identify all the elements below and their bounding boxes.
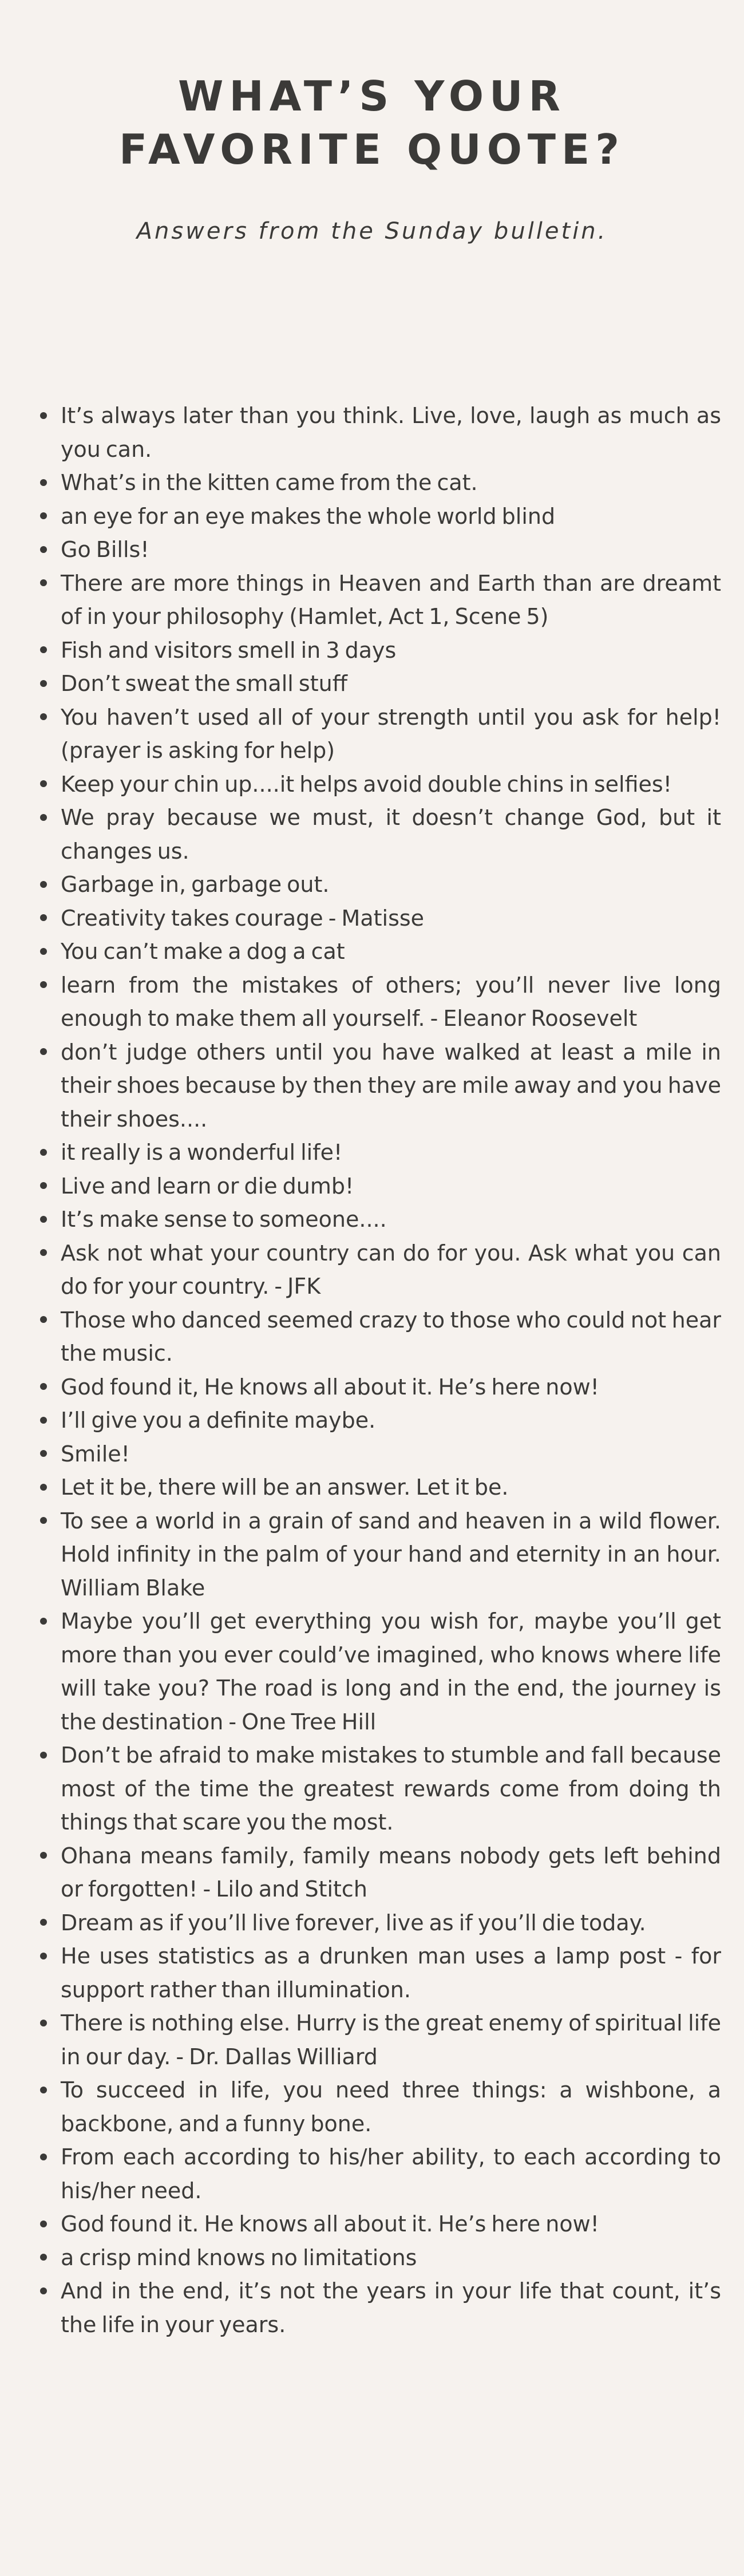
quote-list-item <box>61 1504 721 1605</box>
quote-text: It’s make sense to someone.... <box>61 1207 387 1232</box>
bullet-icon <box>39 2073 48 2107</box>
quote-list-item <box>61 2006 721 2073</box>
quote-list-item <box>61 1203 721 1236</box>
bullet-icon <box>39 969 48 1002</box>
quote-list-item <box>61 2274 721 2341</box>
quote-text: To see a world in a grain of sand and heaven in a wild flower. Hold infinity in the palm of your hand and eternity in an hour. William Blake <box>61 1508 721 1601</box>
quote-text: It’s always later than you think. Live, love, laugh as much as you can. <box>61 403 721 462</box>
quote-text: To succeed in life, you need three things: a wishbone, a backbone, and a funny bone. <box>61 2077 721 2136</box>
quote-text: an eye for an eye makes the whole world blind <box>61 503 556 529</box>
quote-text: He uses statistics as a drunken man uses a lamp post - for support rather than illumination. <box>61 1943 721 2002</box>
quote-list-item <box>61 1136 721 1170</box>
quote-text: Garbage in, garbage out. <box>61 872 330 897</box>
bullet-icon <box>39 1504 48 1538</box>
quote-text: don’t judge others until you have walked at least a mile in their shoes because by then they are mile away and you have their shoes.... <box>61 1039 721 1132</box>
quote-list-item <box>61 1906 721 1940</box>
quote-text: it really is a wonderful life! <box>61 1140 343 1165</box>
bullet-icon <box>39 500 48 534</box>
bullet-icon <box>39 1303 48 1337</box>
bullet-icon <box>39 1404 48 1437</box>
bullet-icon <box>39 1236 48 1270</box>
bullet-icon <box>39 634 48 667</box>
bullet-icon <box>39 1839 48 1873</box>
bullet-icon <box>39 1036 48 1069</box>
quote-list-item <box>61 801 721 868</box>
bullet-icon <box>39 2207 48 2241</box>
bullet-icon <box>39 1136 48 1170</box>
page-title-line-2: FAVORITE QUOTE? <box>119 125 625 173</box>
bullet-icon <box>39 667 48 701</box>
quote-list-item <box>61 399 721 466</box>
bullet-icon <box>39 1471 48 1504</box>
bullet-icon <box>39 1939 48 1973</box>
quote-list-item <box>61 935 721 969</box>
quote-list <box>61 399 721 2341</box>
quote-text: Dream as if you’ll live forever, live as if you’ll die today. <box>61 1910 646 1935</box>
quote-list-item <box>61 1471 721 1504</box>
bullet-icon <box>39 1437 48 1471</box>
quote-list-item <box>61 533 721 567</box>
page-title-line-1: WHAT’S YOUR <box>178 72 566 120</box>
quote-text: learn from the mistakes of others; you’ll never live long enough to make them all yourself. - Eleanor Roosevelt <box>61 972 721 1031</box>
quote-text: Live and learn or die dumb! <box>61 1173 354 1199</box>
quote-list-item <box>61 1437 721 1471</box>
bullet-icon <box>39 1739 48 1772</box>
quote-list-item <box>61 768 721 801</box>
quote-text: Keep your chin up....it helps avoid double chins in selfies! <box>61 771 672 797</box>
bullet-icon <box>39 1906 48 1940</box>
bullet-icon <box>39 768 48 801</box>
quote-list-item <box>61 969 721 1036</box>
bullet-icon <box>39 1370 48 1404</box>
quote-text: What’s in the kitten came from the cat. <box>61 470 478 495</box>
quote-text: Creativity takes courage - Matisse <box>61 905 425 931</box>
bullet-icon <box>39 2140 48 2174</box>
bullet-icon <box>39 533 48 567</box>
quote-text: Let it be, there will be an answer. Let it be. <box>61 1475 509 1500</box>
quote-text: From each according to his/her ability, to each according to his/her need. <box>61 2144 721 2203</box>
quote-text: And in the end, it’s not the years in your life that count, it’s the life in your years. <box>61 2278 721 2337</box>
bullet-icon <box>39 801 48 835</box>
quote-text: Those who danced seemed crazy to those who could not hear the music. <box>61 1307 721 1366</box>
bullet-icon <box>39 902 48 935</box>
quote-list-item <box>61 567 721 634</box>
bullet-icon <box>39 935 48 969</box>
quote-list-item <box>61 1739 721 1839</box>
quote-list-item <box>61 1036 721 1136</box>
bullet-icon <box>39 2274 48 2308</box>
quote-list-item <box>61 1170 721 1203</box>
quote-list-item <box>61 701 721 768</box>
bullet-icon <box>39 701 48 734</box>
quote-text: You haven’t used all of your strength until you ask for help! (prayer is asking for help) <box>61 704 721 763</box>
quote-list-item <box>61 1404 721 1437</box>
quote-text: God found it, He knows all about it. He’s here now! <box>61 1374 599 1400</box>
bullet-icon <box>39 868 48 902</box>
quote-text: God found it. He knows all about it. He’s here now! <box>61 2211 599 2237</box>
bullet-icon <box>39 1170 48 1203</box>
quote-list-item <box>61 2140 721 2207</box>
quote-list-item <box>61 2207 721 2241</box>
quote-list-item <box>61 466 721 500</box>
quote-text: Maybe you’ll get everything you wish for, maybe you’ll get more than you ever could’ve imagined, who knows where life will take you? The road is long and in the end, the journey is the destination - One Tree Hill <box>61 1609 721 1735</box>
quote-list-item <box>61 1605 721 1739</box>
quote-list-item <box>61 1839 721 1906</box>
quote-text: There is nothing else. Hurry is the great enemy of spiritual life in our day. - Dr. Dallas Williard <box>61 2010 721 2069</box>
page-subtitle: Answers from the Sunday bulletin. <box>136 218 608 244</box>
quote-list-item <box>61 1303 721 1370</box>
quote-text: Don’t sweat the small stuff <box>61 671 347 696</box>
quote-text: Ask not what your country can do for you. Ask what you can do for your country. - JFK <box>61 1240 721 1299</box>
quote-list-item <box>61 902 721 935</box>
quote-text: Smile! <box>61 1441 130 1467</box>
quote-text: We pray because we must, it doesn’t change God, but it changes us. <box>61 805 721 864</box>
bullet-icon <box>39 2241 48 2275</box>
quote-text: Go Bills! <box>61 537 149 562</box>
quote-text: Don’t be afraid to make mistakes to stumble and fall because most of the time the greatest rewards come from doing th things that scare you the most. <box>61 1743 721 1835</box>
quote-list-item <box>61 2241 721 2275</box>
bullet-icon <box>39 399 48 433</box>
quote-list-item <box>61 500 721 534</box>
quote-text: Fish and visitors smell in 3 days <box>61 637 397 663</box>
page-title <box>0 70 744 176</box>
quote-text: There are more things in Heaven and Earth than are dreamt of in your philosophy (Hamlet, Act 1, Scene 5) <box>61 570 721 629</box>
quote-text: a crisp mind knows no limitations <box>61 2245 417 2270</box>
quote-text: You can’t make a dog a cat <box>61 939 345 964</box>
quote-list-item <box>61 2073 721 2140</box>
quote-list-item <box>61 1370 721 1404</box>
quote-list-item <box>61 868 721 902</box>
bullet-icon <box>39 466 48 500</box>
quote-list-item <box>61 667 721 701</box>
quote-text: I’ll give you a definite maybe. <box>61 1408 376 1433</box>
quote-text: Ohana means family, family means nobody gets left behind or forgotten! - Lilo and Stitch <box>61 1843 721 1902</box>
quote-list-item <box>61 1236 721 1303</box>
bullet-icon <box>39 567 48 600</box>
bullet-icon <box>39 1605 48 1638</box>
bullet-icon <box>39 2006 48 2040</box>
quote-list-item <box>61 1939 721 2006</box>
bullet-icon <box>39 1203 48 1236</box>
quote-list-item <box>61 634 721 667</box>
